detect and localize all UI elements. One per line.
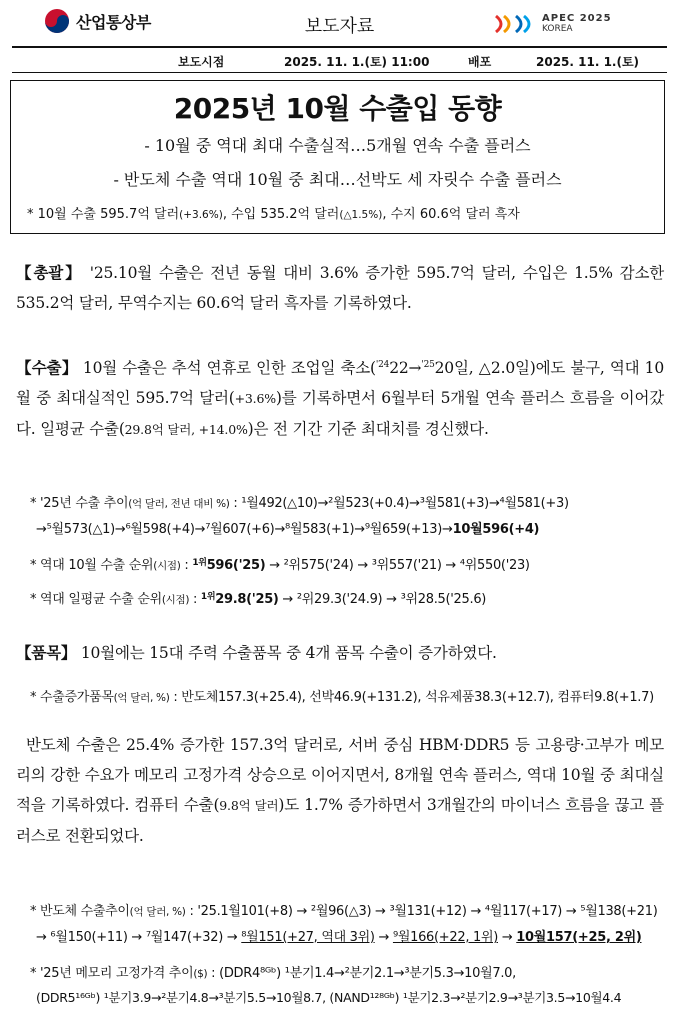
increase-items-bullet: * 수출증가품목(억 달러, %) : 반도체157.3(+25.4), 선박46.9(+131.2), 석유제품38.3(+12.7), 컴퓨터9.8(+1.7) — [30, 690, 654, 705]
page-title: 2025년 10월 수출입 동향 — [173, 92, 502, 125]
document-type: 보도자료 — [304, 16, 375, 37]
export-trend-bullet-cont: →⁵월573(△1)→⁶월598(+4)→⁷월607(+6)→⁸월583(+1)→⁹월659(+13)→10월596(+4) — [36, 522, 540, 537]
ministry-name: 산업통상부 — [76, 12, 151, 32]
header-divider — [12, 46, 667, 48]
daily-rank-bullet: * 역대 일평균 수출 순위(시점) : $^{1위}$29.8('25) → ²위29.3('24.9) → ³위28.5('25.6) — [30, 592, 487, 607]
apec-country: KOREA — [542, 24, 573, 34]
embargo-label: 보도시점 — [178, 55, 225, 69]
october-rank-bullet: * 역대 10월 수출 순위(시점) : $^{1위}$596('25) → ²위575('24) → ³위557('21) → ⁴위550('23) — [30, 558, 530, 573]
subtitle-1: - 10월 중 역대 최대 수출실적…5개월 연속 수출 플러스 — [144, 136, 531, 155]
export-trend-bullet: * '25년 수출 추이(억 달러, 전년 대비 %) : ¹월492(△10)→²월523(+0.4)→³월581(+3)→⁴월581(+3) — [30, 496, 569, 511]
memory-price-bullet-cont: (DDR5¹⁶ᴳᵇ) ¹분기3.9→²분기4.8→³분기5.5→10월8.7, (NAND¹²⁸ᴳᵇ) ¹분기2.3→²분기2.9→³분기3.5→10월4.4 — [36, 990, 622, 1005]
summary-paragraph: 【총괄】 '25.10월 수출은 전년 동월 대비 3.6% 증가한 595.7억 달러, 수입은 1.5% 감소한 535.2억 달러, 무역수지는 60.6억 달러 흑자를 기록하였다. — [16, 264, 664, 312]
headline-box — [10, 80, 665, 234]
semiconductor-trend-bullet-cont: → ⁶월150(+11) → ⁷월147(+32) → ⁸월151(+27, 역대 3위) → ⁹월166(+22, 1위) → 10월157(+25, 2위) — [36, 930, 642, 945]
apec-logo — [494, 12, 612, 36]
date-bar — [0, 50, 679, 72]
apec-emblem-icon — [494, 12, 536, 36]
summary-label: 【총괄】 — [16, 264, 83, 282]
subtitle-2: - 반도체 수출 역대 10월 중 최대…선박도 세 자릿수 수출 플러스 — [113, 170, 562, 189]
export-paragraph: 【수출】 10월 수출은 추석 연휴로 인한 조업일 축소($^{'24}$22→$^{'25}$20일, △2.0일)에도 불구, 역대 10월 중 최대실적인 595.7억 달러(+3.6%)를 기록하면서 6월부터 5개월 연속 플러스 흐름을 이어갔다. 일평균 수출(29.8억 달러, +14.0%)은 전 기간 기준 최대치를 경신했다. — [16, 359, 664, 439]
semiconductor-trend-bullet: * 반도체 수출추이(억 달러, %) : '25.1월101(+8) → ²월96(△3) → ³월131(+12) → ⁴월117(+17) → ⁵월138(+21) — [30, 904, 658, 919]
distribution-value: 2025. 11. 1.(토) — [536, 55, 640, 69]
embargo-value: 2025. 11. 1.(토) 11:00 — [284, 55, 430, 69]
page-header — [0, 0, 679, 48]
headline-note: * 10월 수출 595.7억 달러(+3.6%), 수입 535.2억 달러(△1.5%), 수지 60.6억 달러 흑자 — [27, 207, 520, 222]
datebar-divider — [12, 72, 667, 73]
apec-title: APEC 2025 — [542, 13, 612, 24]
items-paragraph: 【품목】 10월에는 15대 주력 수출품목 중 4개 품목 수출이 증가하였다. — [16, 644, 497, 662]
items-label: 【품목】 — [16, 644, 77, 662]
semiconductor-paragraph: 반도체 수출은 25.4% 증가한 157.3억 달러로, 서버 중심 HBM·DDR5 등 고용량·고부가 메모리의 강한 수요가 메모리 고정가격 상승으로 이어지면서, 8개월 연속 플러스, 역대 10월 중 최대실적을 기록하였다. 컴퓨터 수출(9.8억 달러)도 1.7% 증가하면서 3개월간의 마이너스 흐름을 끊고 플러스로 전환되었다. — [16, 736, 664, 845]
export-label: 【수출】 — [16, 359, 78, 378]
distribution-label: 배포 — [468, 55, 492, 69]
memory-price-bullet: * '25년 메모리 고정가격 추이($) : (DDR4⁸ᴳᵇ) ¹분기1.4→²분기2.1→³분기5.3→10월7.0, — [30, 966, 516, 981]
